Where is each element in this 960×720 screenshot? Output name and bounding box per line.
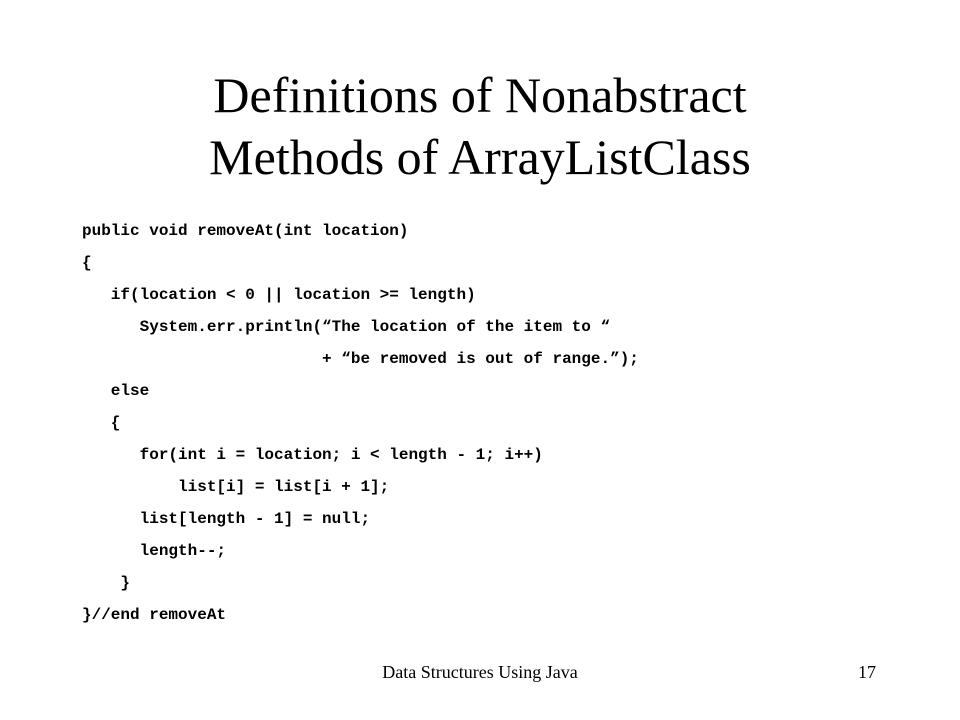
code-line: list[length - 1] = null;	[82, 510, 371, 528]
code-line: if(location < 0 || location >= length)	[82, 286, 476, 304]
title-line-1: Definitions of Nonabstract	[213, 67, 747, 123]
code-line: public void removeAt(int location)	[82, 222, 409, 240]
code-line: }	[82, 574, 131, 592]
slide-title	[0, 64, 960, 188]
code-line: list[i] = list[i + 1];	[82, 478, 390, 496]
title-line-2: Methods of ArrayListClass	[209, 129, 751, 185]
code-line: {	[82, 414, 121, 432]
footer-course-title: Data Structures Using Java	[382, 662, 578, 682]
code-line: System.err.println(“The location of the item to “	[82, 318, 611, 336]
code-line: {	[82, 254, 92, 272]
code-line: + “be removed is out of range.”);	[82, 350, 639, 368]
code-line: for(int i = location; i < length - 1; i++)	[82, 446, 543, 464]
code-line: else	[82, 382, 150, 400]
code-line: }//end removeAt	[82, 606, 227, 624]
code-line: length--;	[82, 542, 227, 560]
page-number: 17	[858, 662, 876, 682]
code-block	[82, 215, 902, 631]
